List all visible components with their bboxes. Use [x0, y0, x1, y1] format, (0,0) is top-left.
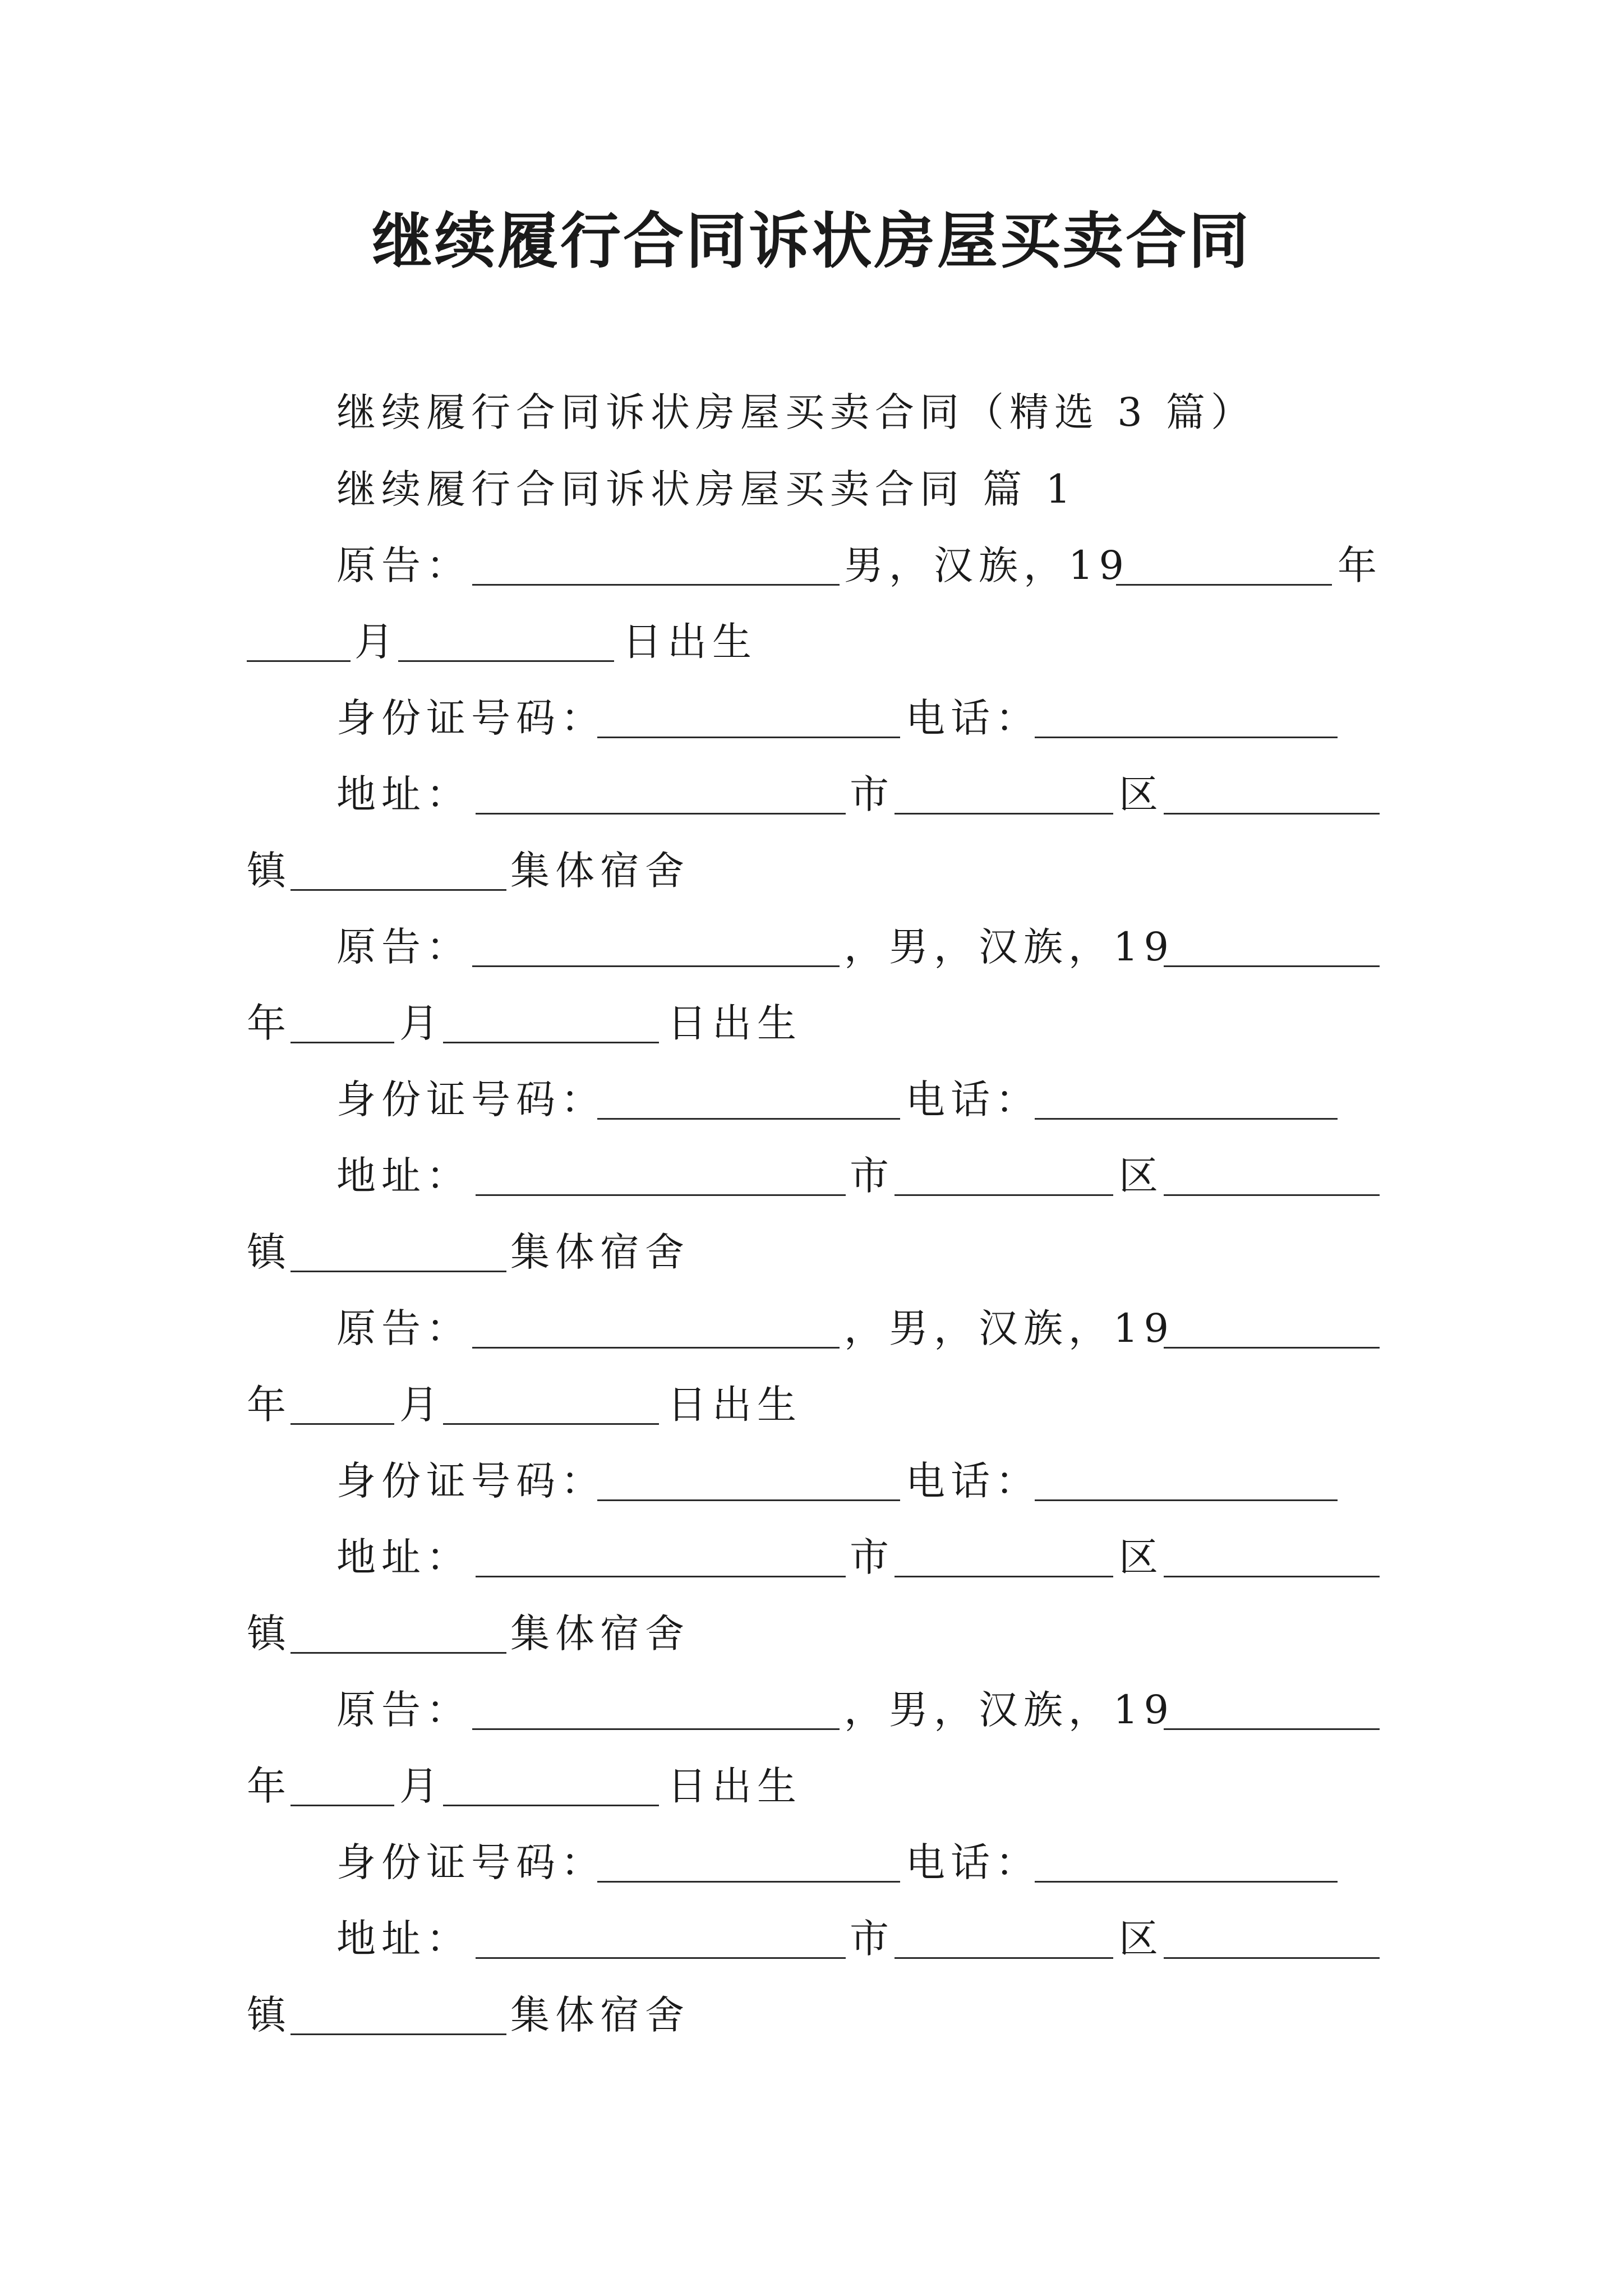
city-blank — [895, 1957, 1113, 1959]
town-label: 镇 — [247, 1992, 292, 2038]
birth-day-blank — [443, 1042, 659, 1043]
id-number-label: 身份证号码： — [336, 1458, 606, 1504]
dorm-label: 集体宿舍 — [510, 1229, 690, 1275]
district-blank — [1164, 1194, 1380, 1196]
plaintiff-name-blank — [472, 965, 840, 967]
city-blank — [895, 813, 1113, 815]
month-label: 月 — [399, 1763, 444, 1809]
plaintiff-name-blank — [472, 1728, 840, 1730]
address-label: 地址： — [336, 1153, 471, 1199]
section-heading-line — [0, 461, 1623, 517]
id-phone-line — [0, 690, 1623, 746]
city-label: 市 — [850, 771, 895, 817]
plaintiff-info: ，男，汉族，19 — [844, 1687, 1175, 1733]
city-label: 市 — [850, 1916, 895, 1962]
month-label: 月 — [399, 1000, 444, 1046]
town-line — [0, 1987, 1623, 2043]
plaintiff-label: 原告： — [336, 542, 471, 588]
town-blank — [291, 2033, 506, 2035]
dorm-label: 集体宿舍 — [510, 1611, 690, 1657]
plaintiff-info: 男，汉族，19 — [844, 542, 1130, 588]
month-label: 月 — [354, 619, 399, 665]
phone-label: 电话： — [906, 1839, 1040, 1885]
section-heading: 继续履行合同诉状房屋买卖合同 篇 1 — [336, 466, 1077, 512]
month-label: 月 — [399, 1382, 444, 1428]
birth-month-blank — [247, 660, 351, 662]
district-label: 区 — [1119, 1534, 1164, 1580]
town-line — [0, 1605, 1623, 1662]
city-label: 市 — [850, 1534, 895, 1580]
birth-month-blank — [291, 1423, 394, 1425]
address-blank — [476, 813, 846, 815]
birth-date-line — [0, 1758, 1623, 1814]
birth-year-blank — [1164, 1728, 1380, 1730]
id-phone-line — [0, 1071, 1623, 1128]
year-label: 年 — [247, 1000, 292, 1046]
address-label: 地址： — [336, 1916, 471, 1962]
district-blank — [1164, 813, 1380, 815]
town-blank — [291, 1652, 506, 1654]
birth-day-blank — [443, 1805, 659, 1806]
phone-blank — [1035, 1118, 1338, 1120]
town-label: 镇 — [247, 1229, 292, 1275]
birth-year-blank — [1116, 584, 1332, 586]
plaintiff-info: ，男，汉族，19 — [844, 1305, 1175, 1351]
address-blank — [476, 1957, 846, 1959]
district-label: 区 — [1119, 1153, 1164, 1199]
district-label: 区 — [1119, 1916, 1164, 1962]
plaintiff-name-blank — [472, 584, 840, 586]
town-line — [0, 1224, 1623, 1280]
plaintiff-info: ，男，汉族，19 — [844, 924, 1175, 970]
city-blank — [895, 1194, 1113, 1196]
id-number-label: 身份证号码： — [336, 1076, 606, 1122]
year-label: 年 — [1338, 542, 1382, 588]
id-number-blank — [597, 1499, 900, 1501]
birth-month-blank — [291, 1042, 394, 1043]
id-number-label: 身份证号码： — [336, 1839, 606, 1885]
year-label: 年 — [247, 1382, 292, 1428]
plaintiff-line — [0, 1300, 1623, 1356]
address-line — [0, 1911, 1623, 1967]
phone-blank — [1035, 737, 1338, 738]
plaintiff-line — [0, 537, 1623, 593]
birth-year-blank — [1164, 965, 1380, 967]
district-label: 区 — [1119, 771, 1164, 817]
phone-label: 电话： — [906, 1458, 1040, 1504]
address-line — [0, 1148, 1623, 1204]
town-blank — [291, 889, 506, 891]
district-blank — [1164, 1957, 1380, 1959]
id-phone-line — [0, 1834, 1623, 1890]
birth-year-blank — [1164, 1347, 1380, 1349]
birth-day-blank — [398, 660, 614, 662]
born-label: 日出生 — [667, 1000, 802, 1046]
address-blank — [476, 1194, 846, 1196]
address-label: 地址： — [336, 771, 471, 817]
id-number-label: 身份证号码： — [336, 695, 606, 741]
city-label: 市 — [850, 1153, 895, 1199]
id-phone-line — [0, 1453, 1623, 1509]
town-label: 镇 — [247, 1611, 292, 1657]
id-number-blank — [597, 1881, 900, 1883]
document-title: 继续履行合同诉状房屋买卖合同 — [371, 206, 1251, 277]
address-line — [0, 1529, 1623, 1585]
plaintiff-label: 原告： — [336, 1305, 471, 1351]
city-blank — [895, 1576, 1113, 1577]
dorm-label: 集体宿舍 — [510, 848, 690, 894]
dorm-label: 集体宿舍 — [510, 1992, 690, 2038]
town-label: 镇 — [247, 848, 292, 894]
phone-blank — [1035, 1881, 1338, 1883]
plaintiff-label: 原告： — [336, 924, 471, 970]
phone-blank — [1035, 1499, 1338, 1501]
town-line — [0, 843, 1623, 899]
birth-date-line — [0, 995, 1623, 1051]
plaintiff-label: 原告： — [336, 1687, 471, 1733]
phone-label: 电话： — [906, 695, 1040, 741]
phone-label: 电话： — [906, 1076, 1040, 1122]
id-number-blank — [597, 1118, 900, 1120]
born-label: 日出生 — [667, 1763, 802, 1809]
plaintiff-line — [0, 1682, 1623, 1738]
id-number-blank — [597, 737, 900, 738]
document-subtitle-line — [0, 384, 1623, 440]
birth-day-blank — [443, 1423, 659, 1425]
town-blank — [291, 1271, 506, 1272]
address-label: 地址： — [336, 1534, 471, 1580]
year-label: 年 — [247, 1763, 292, 1809]
plaintiff-name-blank — [472, 1347, 840, 1349]
address-line — [0, 766, 1623, 822]
born-label: 日出生 — [623, 619, 757, 665]
address-blank — [476, 1576, 846, 1577]
district-blank — [1164, 1576, 1380, 1577]
birth-date-line — [0, 614, 1623, 670]
plaintiff-line — [0, 919, 1623, 975]
birth-month-blank — [291, 1805, 394, 1806]
birth-date-line — [0, 1377, 1623, 1433]
born-label: 日出生 — [667, 1382, 802, 1428]
document-subtitle: 继续履行合同诉状房屋买卖合同（精选 3 篇） — [336, 389, 1256, 435]
